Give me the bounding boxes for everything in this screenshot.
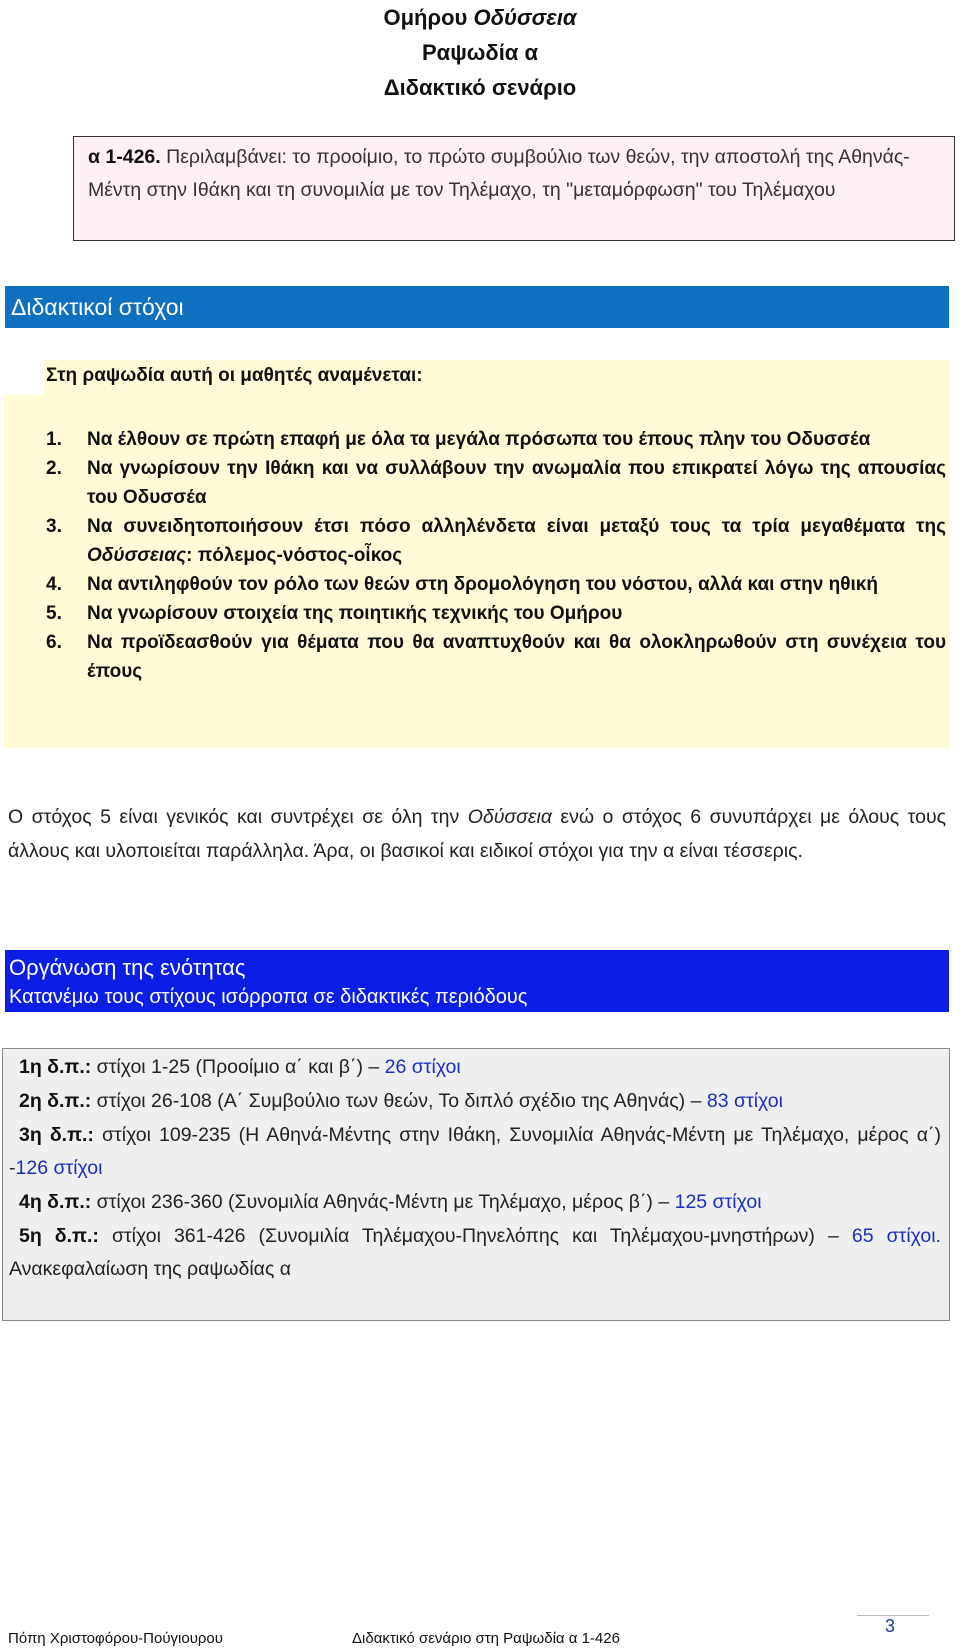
footer-document-title: Διδακτικό σενάριο στη Ραψωδία α 1-426 xyxy=(352,1630,620,1647)
period-count: 26 στίχοι xyxy=(384,1056,461,1078)
title-work: Οδύσσεια xyxy=(473,5,577,30)
page-number: 3 xyxy=(885,1616,896,1636)
goal-text: Να συνειδητοποιήσουν έτσι πόσο αλληλένδετα είναι μεταξύ τους τα τρία μεγαθέματα της xyxy=(87,516,946,537)
paragraph-text: Ο στόχος 5 είναι γενικός και συντρέχει σε όλη την xyxy=(8,806,468,828)
intro-text: Περιλαμβάνει: το προοίμιο, το πρώτο συμβούλιο των θεών, την αποστολή της Αθηνάς-Μέντη στην Ιθάκη και τη συνομιλία με τον Τηλέμαχο, τη "μεταμόρφωση" του Τηλέμαχου xyxy=(88,146,910,201)
period-label: 3η δ.π.: xyxy=(19,1124,94,1146)
goals-heading: Διδακτικοί στόχοι xyxy=(5,286,949,328)
goal-item xyxy=(46,425,946,454)
organization-subheading: Κατανέμω τους στίχους ισόρροπα σε διδακτικές περιόδους xyxy=(9,986,528,1008)
period-count: 125 στίχοι xyxy=(674,1191,762,1213)
document-title xyxy=(0,0,960,105)
period-text: στίχοι 109-235 (Η Αθηνά-Μέντης στην Ιθάκη, Συνομιλία Αθηνάς-Μέντη με Τηλέμαχο, μέρος α΄) - xyxy=(9,1124,941,1179)
goal-text-italic: Οδύσσειας xyxy=(87,545,187,566)
goal-text: Να γνωρίσουν στοιχεία της ποιητικής τεχνικής του Ομήρου xyxy=(87,603,623,624)
title-line-1 xyxy=(0,0,960,35)
period-text: στίχοι 1-25 (Προοίμιο α΄ και β΄) – xyxy=(91,1056,385,1078)
intro-box xyxy=(73,136,955,241)
period-text: στίχοι 26-108 (Α΄ Συμβούλιο των θεών, Το διπλό σχέδιο της Αθηνάς) – xyxy=(91,1090,707,1112)
goal-item xyxy=(46,599,946,628)
goal-item xyxy=(46,570,946,599)
goal-text: Να γνωρίσουν την Ιθάκη και να συλλάβουν την ανωμαλία που επικρατεί λόγω της απουσίας του Οδυσσέα xyxy=(87,458,946,508)
intro-range: α 1-426. xyxy=(88,146,161,168)
goal-text: Να έλθουν σε πρώτη επαφή με όλα τα μεγάλα πρόσωπα του έπους πλην του Οδυσσέα xyxy=(87,429,871,450)
period-count: 83 στίχοι xyxy=(706,1090,783,1112)
goal-item xyxy=(46,628,946,686)
period-extra: Ανακεφαλαίωση της ραψωδίας α xyxy=(9,1258,292,1280)
period-label: 5η δ.π.: xyxy=(19,1225,99,1247)
period-text: στίχοι 236-360 (Συνομιλία Αθηνάς-Μέντη με Τηλέμαχο, μέρος β΄) – xyxy=(91,1191,675,1213)
goal-number: 5. xyxy=(46,603,62,624)
goals-box-notch xyxy=(4,360,44,395)
period-count: 65 στίχοι. xyxy=(851,1225,941,1247)
goal-text: Να αντιληφθούν τον ρόλο των θεών στη δρομολόγηση του νόστου, αλλά και στην ηθική xyxy=(87,574,878,595)
period-item xyxy=(9,1186,941,1219)
period-item xyxy=(9,1119,941,1185)
body-paragraph xyxy=(8,800,946,868)
organization-heading: Οργάνωση της ενότητας xyxy=(9,955,246,980)
organization-heading-bar xyxy=(5,950,949,1012)
period-count: 126 στίχοι xyxy=(15,1157,103,1179)
period-item xyxy=(9,1085,941,1118)
title-line-2: Ραψωδία α xyxy=(422,40,538,65)
period-label: 4η δ.π.: xyxy=(19,1191,92,1213)
period-item xyxy=(9,1220,941,1286)
paragraph-italic: Οδύσσεια xyxy=(467,806,552,828)
goal-item xyxy=(46,512,946,570)
goal-number: 2. xyxy=(46,458,62,479)
periods-box xyxy=(2,1048,950,1321)
goal-text-after: : πόλεμος-νόστος-οἶκος xyxy=(186,545,403,566)
title-author: Ομήρου xyxy=(383,5,474,30)
goals-list xyxy=(46,425,946,686)
period-label: 2η δ.π.: xyxy=(19,1090,92,1112)
title-line-3: Διδακτικό σενάριο xyxy=(383,75,577,100)
goal-number: 6. xyxy=(46,632,62,653)
goal-number: 4. xyxy=(46,574,62,595)
paragraph-text-after: ενώ ο στόχος 6 συνυπάρχει με όλους τους άλλους και υλοποιείται παράλληλα. Άρα, οι βασικοί και ειδικοί στόχοι για την α είναι τέσσερις. xyxy=(8,806,947,862)
footer-author: Πόπη Χριστοφόρου-Πούγιουρου xyxy=(8,1630,223,1647)
period-label: 1η δ.π.: xyxy=(19,1056,92,1078)
goal-item xyxy=(46,454,946,512)
period-text: στίχοι 361-426 (Συνομιλία Τηλέμαχου-Πηνελόπης και Τηλέμαχου-μνηστήρων) – xyxy=(98,1225,852,1247)
goal-number: 3. xyxy=(46,516,62,537)
period-item xyxy=(9,1051,941,1084)
goal-number: 1. xyxy=(46,429,62,450)
goal-text: Να προϊδεασθούν για θέματα που θα αναπτυχθούν και θα ολοκληρωθούν στη συνέχεια του έπους xyxy=(87,632,946,682)
goals-intro: Στη ραψωδία αυτή οι μαθητές αναμένεται: xyxy=(46,365,423,386)
